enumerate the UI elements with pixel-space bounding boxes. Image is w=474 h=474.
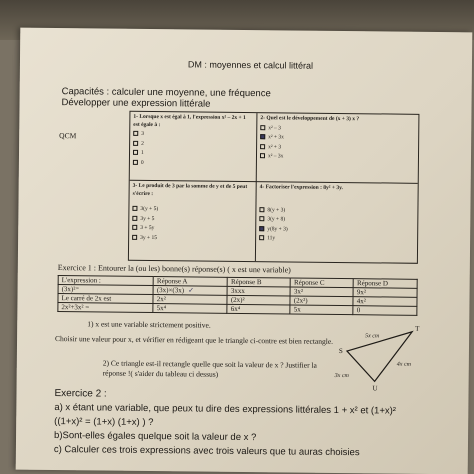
checkbox-icon	[133, 150, 138, 155]
table-header: Réponse D	[353, 279, 417, 289]
checkbox-icon	[260, 125, 265, 130]
table-cell-answer[interactable]: 2x²	[153, 295, 227, 305]
table-header: Réponse C	[290, 278, 353, 288]
qcm-q3-option-d[interactable]: 3y + 15	[132, 234, 252, 243]
qcm-question-1	[133, 114, 254, 168]
page-title: DM : moyennes et calcul littéral	[187, 59, 314, 71]
checkbox-icon	[259, 235, 264, 240]
side-label-su: 3x cm	[334, 372, 349, 380]
table-cell: (3x)²⁼	[58, 285, 153, 295]
checked-box-icon	[259, 226, 264, 231]
qcm-q1-option-b[interactable]: 2	[133, 140, 253, 149]
qcm-q2-option-a[interactable]: x² – 3	[260, 125, 415, 134]
side-label-tu: 4x cm	[396, 361, 412, 368]
table-cell-answer[interactable]: 6x⁴	[227, 304, 290, 314]
capacities-line-1: Capacités : calculer une moyenne, une fréquence	[61, 86, 271, 100]
checkbox-icon	[132, 225, 137, 230]
side-label-st: 5x cm	[365, 333, 380, 340]
qcm-question-3	[132, 183, 253, 243]
capacities-line-2: Développer une expression littérale	[61, 97, 211, 110]
table-cell-answer[interactable]: 0	[353, 306, 417, 316]
table-cell-answer[interactable]: 4x²	[353, 297, 417, 307]
exercise-2-line-2: ((1+x)² = (1+x) (1+x) ) ?	[54, 416, 154, 429]
exercise-2-line-3: b)Sont-elles égales quelque soit la valeur de x ?	[53, 430, 257, 444]
qcm-q2-option-d[interactable]: x² – 3x	[260, 153, 415, 162]
exercise-1-title: Exercice 1 : Entourer la (ou les) bonne(s) réponse(s) ( x est une variable)	[57, 263, 291, 275]
qcm-label: QCM	[59, 131, 77, 141]
document-page	[16, 28, 473, 474]
triangle-shape	[347, 331, 413, 382]
checkbox-icon	[259, 207, 264, 212]
vertex-label-s: S	[338, 347, 343, 356]
checked-box-icon	[260, 134, 265, 139]
table-cell-answer[interactable]: 3x²	[290, 287, 353, 297]
checkbox-icon	[132, 206, 137, 211]
table-cell-answer[interactable]: (3x)×(3x) ✓	[153, 286, 227, 296]
table-cell-answer[interactable]: 5x	[290, 305, 353, 315]
checkbox-icon	[260, 144, 265, 149]
qcm-q1-text: 1- Lorsque x est égal à 1, l'expression x² – 2x + 1 est égale à :	[133, 113, 246, 128]
qcm-q2-option-c[interactable]: x² + 3	[260, 144, 415, 153]
problem-question-2: 2) Ce triangle est-il rectangle quelle que soit la valeur de x ? Justifier la réponse !( s'aider du tableau ci dessus)	[102, 358, 317, 379]
table-cell-answer[interactable]: 9x²	[353, 288, 417, 298]
exercise-2-line-1: a) x étant une variable, que peux tu dire des expressions littérales 1 + x² et (1+x)²	[54, 402, 397, 417]
qcm-q4-option-b[interactable]: 3(y + 8)	[259, 216, 414, 225]
qcm-divider-vertical	[255, 113, 258, 261]
exercise-1-note: 1) x est une variable strictement positive.	[87, 319, 211, 330]
table-cell: Le carré de 2x est	[58, 294, 153, 304]
qcm-q3-option-c[interactable]: 3 + 5y	[132, 225, 252, 234]
qcm-q4-text: 4- Factoriser l'expression : 8y² + 3y.	[259, 184, 343, 192]
checkbox-icon	[133, 160, 138, 165]
qcm-q3-text: 3- Le produit de 3 par la somme de y et de 5 peut s'écrire :	[132, 182, 248, 197]
checkbox-icon	[132, 235, 137, 240]
qcm-q1-option-c[interactable]: 1	[133, 150, 253, 159]
right-triangle-figure	[317, 321, 428, 392]
qcm-q1-option-d[interactable]: 0	[133, 159, 253, 168]
checkbox-icon	[260, 153, 265, 158]
qcm-q4-option-c[interactable]: y(8y + 3)	[259, 226, 414, 235]
table-header: Réponse A	[153, 277, 227, 287]
problem-intro: Choisir une valeur pour x, et vérifier en rédigeant que le triangle ci-contre est bien rectangle.	[55, 334, 334, 346]
qcm-q1-option-a[interactable]: 3	[133, 131, 253, 140]
checkbox-icon	[259, 216, 264, 221]
vertex-label-t: T	[415, 324, 420, 333]
table-cell-answer[interactable]: 3xxx	[227, 286, 290, 296]
qcm-question-2	[260, 115, 415, 162]
table-cell-answer[interactable]: (2x)²	[227, 295, 290, 305]
checkbox-icon	[133, 141, 138, 146]
qcm-q3-option-b[interactable]: 3y + 5	[132, 215, 252, 224]
qcm-q2-text: 2- Quel est le développement de (x + 3) x ?	[260, 115, 360, 123]
exercise-1-table	[57, 275, 417, 316]
qcm-question-4	[259, 184, 415, 244]
table-header: Réponse B	[227, 277, 290, 287]
table-cell-answer[interactable]: (2x²)	[290, 296, 353, 306]
exercise-2-line-4: c) Calculer ces trois expressions avec trois valeurs que tu auras choisies	[53, 444, 360, 459]
table-cell: 2x²+3x² =	[58, 303, 153, 313]
vertex-label-u: U	[372, 384, 378, 392]
qcm-q3-option-a[interactable]: 3(y + 5)	[132, 206, 252, 215]
exercise-2-title: Exercice 2 :	[54, 388, 107, 400]
qcm-grid	[128, 111, 420, 264]
qcm-q4-option-d[interactable]: 11y	[259, 235, 414, 244]
table-header: L'expression :	[58, 276, 153, 286]
checkbox-icon	[132, 216, 137, 221]
checkmark-icon: ✓	[188, 286, 195, 295]
qcm-q2-option-b[interactable]: x² + 3x	[260, 134, 415, 143]
checkbox-icon	[133, 131, 138, 136]
qcm-q4-option-a[interactable]: 8(y + 3)	[259, 207, 414, 216]
table-cell-answer[interactable]: 5x⁴	[153, 304, 227, 314]
